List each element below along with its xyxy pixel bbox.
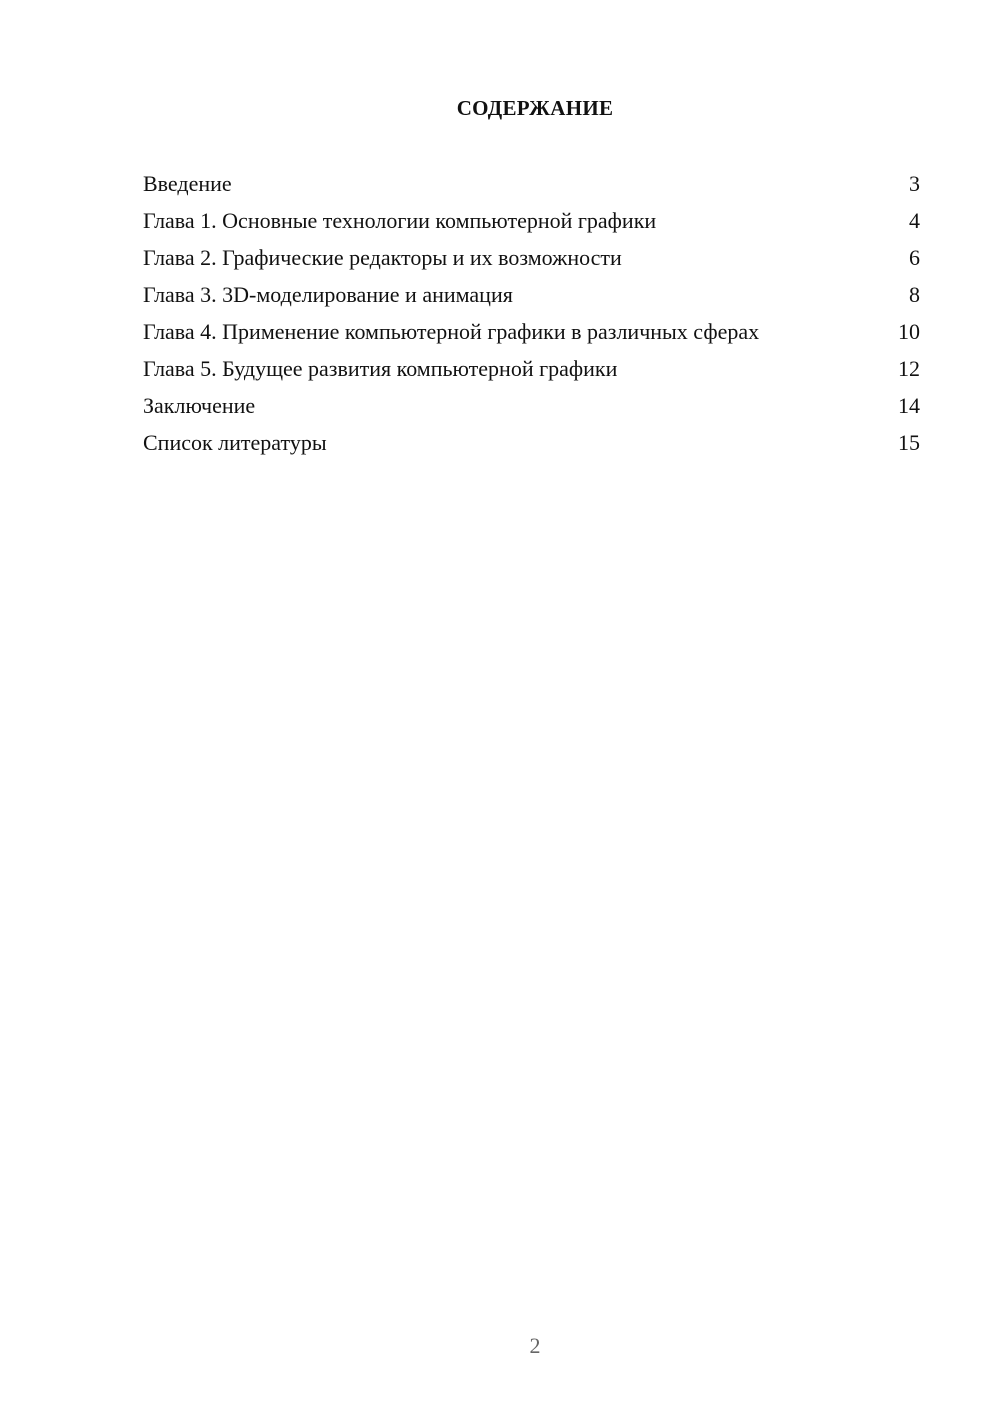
toc-entry-page: 10 bbox=[898, 319, 920, 344]
toc-entry-label: Список литературы bbox=[143, 430, 327, 455]
table-of-contents bbox=[143, 170, 920, 466]
toc-entry bbox=[143, 244, 920, 271]
toc-entry-page: 14 bbox=[898, 393, 920, 418]
toc-entry-label: Глава 2. Графические редакторы и их возможности bbox=[143, 245, 622, 270]
toc-entry-label: Глава 1. Основные технологии компьютерной графики bbox=[143, 208, 657, 233]
toc-entry-page: 15 bbox=[898, 430, 920, 455]
toc-entry-label: Заключение bbox=[143, 393, 256, 418]
page-title: СОДЕРЖАНИЕ bbox=[456, 96, 614, 120]
toc-entry bbox=[143, 318, 920, 345]
toc-entry-label: Глава 3. 3D-моделирование и анимация bbox=[143, 282, 513, 307]
toc-entry-label: Глава 5. Будущее развития компьютерной графики bbox=[143, 356, 618, 381]
toc-entry-page: 6 bbox=[909, 245, 920, 270]
page-number: 2 bbox=[529, 1333, 541, 1358]
toc-entry-page: 12 bbox=[898, 356, 920, 381]
toc-entry-label: Глава 4. Применение компьютерной графики в различных сферах bbox=[143, 319, 760, 344]
toc-entry bbox=[143, 392, 920, 419]
toc-entry-label: Введение bbox=[143, 171, 232, 196]
toc-entry bbox=[143, 355, 920, 382]
toc-entry-page: 4 bbox=[909, 208, 920, 233]
toc-entry bbox=[143, 207, 920, 234]
toc-entry bbox=[143, 429, 920, 456]
toc-entry bbox=[143, 281, 920, 308]
toc-entry-page: 3 bbox=[909, 171, 920, 196]
toc-entry-page: 8 bbox=[909, 282, 920, 307]
toc-entry bbox=[143, 170, 920, 197]
